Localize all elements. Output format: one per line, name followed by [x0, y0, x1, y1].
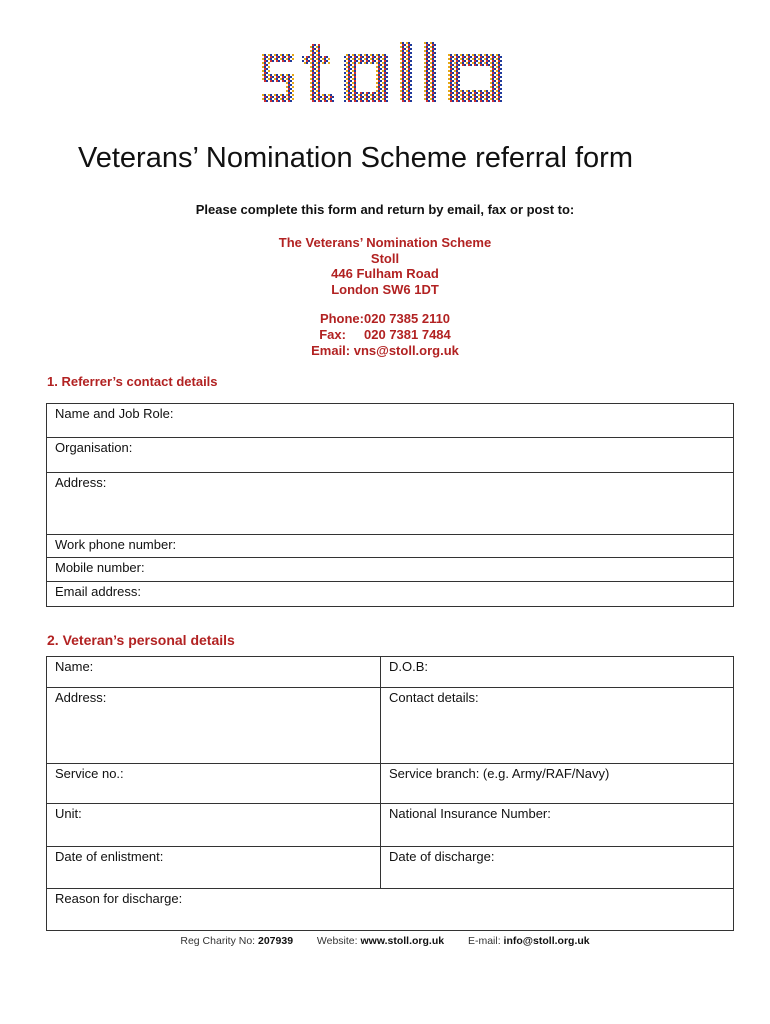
referrer-work-phone-row [47, 534, 733, 557]
referrer-email-row [47, 581, 733, 606]
contact-details [0, 311, 770, 359]
referrer-mobile-field[interactable]: Mobile number: [55, 560, 145, 575]
service-number-field[interactable]: Service no.: [47, 764, 381, 803]
referrer-address-row [47, 472, 733, 534]
email-address: vns@stoll.org.uk [353, 343, 459, 358]
veteran-address-field[interactable]: Address: [47, 688, 381, 763]
address-org: The Veterans’ Nomination Scheme [278, 235, 492, 250]
section-referrer-heading: 1. Referrer’s contact details [47, 374, 218, 389]
veteran-address-row [47, 687, 733, 763]
referrer-work-phone-field[interactable]: Work phone number: [55, 537, 177, 552]
referrer-details-table [46, 403, 734, 607]
stoll-logo-graphic [258, 40, 510, 108]
veteran-name-field[interactable]: Name: [47, 657, 381, 687]
phone-number: 020 7385 2110 [364, 311, 451, 326]
logo-text [258, 108, 259, 109]
veteran-discharge-reason-row [47, 888, 733, 930]
discharge-reason-field[interactable]: Reason for discharge: [55, 891, 183, 906]
referrer-organisation-row [47, 437, 733, 472]
veteran-dob-field[interactable]: D.O.B: [389, 659, 429, 674]
ni-number-field[interactable]: National Insurance Number: [389, 806, 551, 821]
footer-email-label: E-mail: [467, 935, 501, 947]
footer [0, 935, 770, 947]
phone-label: Phone: [319, 311, 364, 326]
email-label: Email: [311, 343, 351, 358]
fax-number: 020 7381 7484 [364, 327, 451, 342]
stoll-logo [258, 40, 510, 108]
fax-line [0, 327, 770, 343]
address-name: Stoll [370, 250, 400, 266]
phone-line [0, 311, 770, 327]
website-link[interactable]: www.stoll.org.uk [360, 935, 445, 947]
referrer-address-field[interactable]: Address: [55, 475, 107, 490]
page-title: Veterans’ Nomination Scheme referral form [78, 142, 633, 174]
referrer-mobile-row [47, 557, 733, 581]
enlistment-date-field[interactable]: Date of enlistment: [47, 847, 381, 888]
veteran-service-row [47, 763, 733, 803]
referrer-name-field[interactable]: Name and Job Role: [55, 406, 174, 421]
website-label: Website: [316, 935, 358, 947]
referrer-name-row [47, 404, 733, 437]
referrer-organisation-field[interactable]: Organisation: [55, 440, 133, 455]
charity-number: 207939 [258, 935, 294, 947]
instructions-text: Please complete this form and return by email, fax or post to: [195, 202, 575, 217]
address-street: 446 Fulham Road [331, 266, 439, 281]
veteran-dates-row [47, 846, 733, 888]
email-line [0, 343, 770, 359]
address-city: London SW6 1DT [331, 281, 439, 297]
section-veteran-heading: 2. Veteran’s personal details [47, 632, 235, 648]
veteran-details-table [46, 656, 734, 931]
referrer-email-field[interactable]: Email address: [55, 584, 141, 599]
postal-address [0, 235, 770, 297]
discharge-date-field[interactable]: Date of discharge: [389, 849, 495, 864]
unit-field[interactable]: Unit: [47, 804, 381, 846]
fax-label: Fax: [319, 327, 346, 342]
veteran-name-row [47, 657, 733, 687]
veteran-contact-field[interactable]: Contact details: [389, 690, 479, 705]
service-branch-field[interactable]: Service branch: (e.g. Army/RAF/Navy) [389, 766, 610, 781]
footer-email-link[interactable]: info@stoll.org.uk [503, 935, 590, 947]
charity-label: Reg Charity No: [180, 935, 256, 947]
veteran-unit-row [47, 803, 733, 846]
